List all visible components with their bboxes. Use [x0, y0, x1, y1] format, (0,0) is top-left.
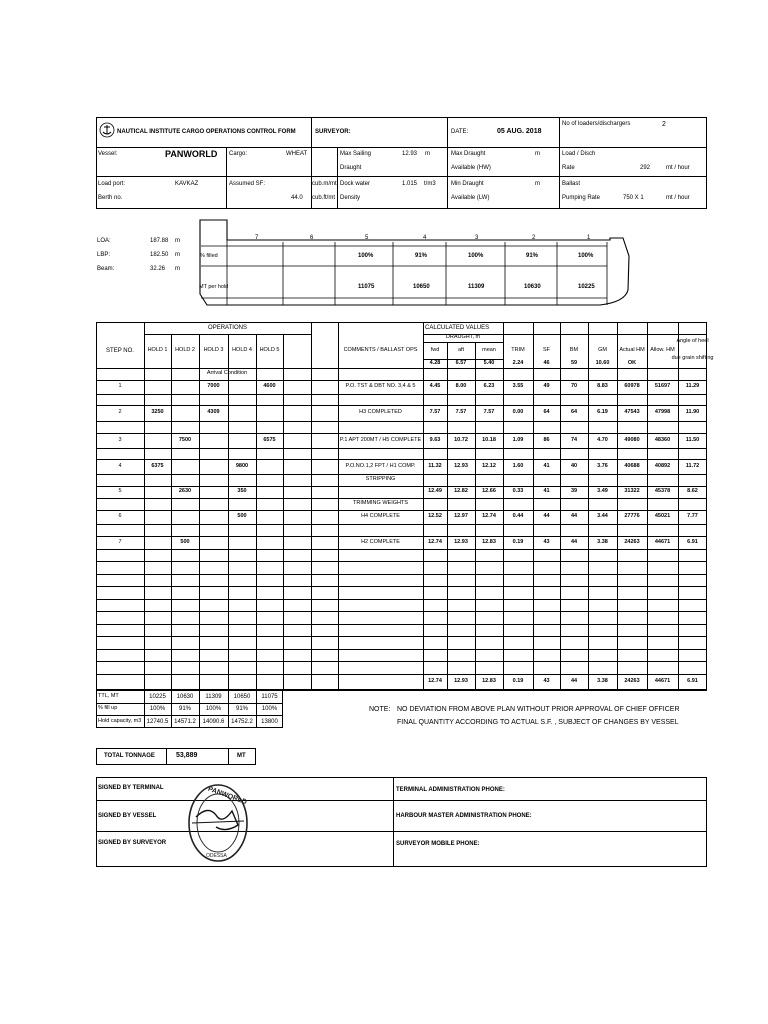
- calc-value: 12.82: [454, 488, 468, 495]
- max-draught-label: Max Draught: [451, 151, 486, 157]
- step-comment: H2 COMPLETE: [361, 538, 400, 545]
- vessel-value: PANWORLD: [165, 149, 218, 159]
- calc-value: 4.45: [429, 383, 441, 390]
- ttl-value: 11075: [261, 693, 278, 700]
- calc-value: 74: [570, 436, 578, 443]
- hold5-pct: 100%: [358, 253, 374, 259]
- beam-label: Beam:: [97, 266, 115, 272]
- hold-quantity: 3250: [151, 409, 164, 416]
- final-value: 24263: [624, 678, 640, 685]
- calc-value: 9.63: [429, 436, 441, 443]
- rate-unit: mt / hour: [666, 165, 690, 171]
- final-value: 43: [543, 678, 550, 685]
- dock-water-label: Dock water: [340, 181, 371, 187]
- hold-number-5: 5: [365, 235, 369, 241]
- calc-value: 1.09: [512, 436, 524, 443]
- pumping-rate-label: Pumping Rate: [562, 195, 601, 201]
- step-no-header: STEP NO.: [106, 348, 134, 354]
- step-number: 6: [118, 513, 122, 520]
- calc-value: 49080: [624, 436, 640, 443]
- terminal-phone-label: TERMINAL ADMINISTRATION PHONE:: [396, 787, 505, 793]
- hold-4-header: HOLD 4: [232, 347, 252, 354]
- arrival-value: 4.28: [429, 359, 441, 366]
- calc-value: 86: [543, 436, 550, 443]
- berth-label: Berth no.: [98, 195, 123, 201]
- capacity-value: 14090.6: [202, 718, 225, 725]
- note-line-2: FINAL QUANTITY ACCORDING TO ACTUAL S.F. , SUBJECT OF CHANGES BY VESSEL: [397, 719, 679, 726]
- calc-value: 7.57: [455, 409, 467, 416]
- calc-value: 40892: [654, 462, 671, 469]
- loa-unit: m: [175, 238, 180, 244]
- sf-value: 44.0: [291, 195, 303, 201]
- calc-value: 12.93: [454, 462, 468, 469]
- svg-text:ODESSA: ODESSA: [206, 853, 227, 859]
- note-line-1: NO DEVIATION FROM ABOVE PLAN WITHOUT PRIOR APPROVAL OF CHIEF OFFICER: [397, 706, 680, 713]
- ttl-value: 11309: [205, 693, 222, 700]
- max-sailing-label: Max Sailing: [340, 151, 372, 157]
- draught-label: Draught: [340, 165, 362, 171]
- hold-quantity: 6575: [263, 436, 276, 443]
- capacity-value: 14571.2: [174, 718, 196, 725]
- dock-water-value: 1.015: [402, 181, 418, 187]
- ballast-label: Ballast: [562, 181, 581, 187]
- total-tonnage-value: 53,889: [176, 752, 198, 759]
- beam-value: 32.26: [150, 266, 166, 272]
- density-label: Density: [340, 195, 361, 201]
- sf-header: SF: [542, 347, 551, 354]
- available-hw-label: Available (HW): [451, 165, 491, 171]
- hold-quantity: 2630: [178, 488, 192, 495]
- final-value: 12.93: [454, 678, 468, 685]
- calc-value: 3.76: [597, 462, 608, 469]
- beam-unit: m: [175, 266, 180, 272]
- hold3-pct: 100%: [468, 253, 484, 259]
- date-value: 05 AUG. 2018: [497, 128, 542, 135]
- calc-value: 3.38: [597, 538, 608, 545]
- hold-quantity: 7500: [178, 436, 192, 443]
- min-draught-unit: m: [535, 181, 540, 187]
- lbp-label: LBP:: [97, 252, 111, 258]
- step-comment: H4 COMPLETE: [361, 513, 400, 520]
- calc-value: 12.52: [428, 513, 442, 520]
- step-comment: P.O. TST & DBT NO. 3,4 & 5: [345, 383, 416, 390]
- fill-value: 100%: [205, 706, 222, 712]
- calc-value: 6.91: [687, 538, 698, 545]
- surveyor-phone-label: SURVEYOR MOBILE PHONE:: [396, 841, 480, 847]
- calc-value: 0.33: [512, 488, 524, 495]
- calc-value: 44: [543, 513, 550, 520]
- hold1-mt: 10225: [578, 284, 595, 290]
- calc-value: 10.72: [454, 436, 468, 443]
- hold-number-1: 1: [587, 235, 591, 241]
- vessel-label: Vessel:: [98, 151, 118, 157]
- pumping-rate-value: 750 X 1: [623, 195, 644, 201]
- calc-value: 11.90: [685, 409, 700, 416]
- final-value: 44: [570, 678, 578, 685]
- calc-value: 8.83: [597, 383, 608, 390]
- loaders-value: 2: [662, 121, 666, 128]
- calc-value: 51697: [654, 383, 671, 390]
- max-sailing-value: 12.93: [402, 151, 418, 157]
- hold-number-4: 4: [423, 235, 427, 241]
- calc-value: 12.49: [428, 488, 442, 495]
- calc-value: 64: [570, 409, 578, 416]
- step-number: 2: [118, 409, 122, 416]
- total-tonnage-label: TOTAL TONNAGE: [104, 753, 155, 759]
- hold-quantity: 6375: [151, 462, 164, 469]
- calc-value: 6.23: [483, 383, 495, 390]
- calc-value: 41: [543, 488, 550, 495]
- total-tonnage-unit: MT: [237, 753, 246, 759]
- fwd-header: fwd: [430, 346, 440, 353]
- calc-value: 27776: [624, 513, 640, 520]
- rate-label: Rate: [562, 165, 575, 171]
- calc-value: 12.97: [454, 513, 468, 520]
- trimming-weights-label: TRIMMING WEIGHTS: [353, 500, 408, 507]
- calc-value: 12.93: [454, 538, 468, 545]
- calc-value: 0.19: [512, 538, 524, 545]
- heel-header-2: due grain shifting: [671, 355, 714, 362]
- calc-value: 11.72: [685, 462, 700, 469]
- hold-number-6: 6: [310, 235, 314, 241]
- calc-value: 31322: [624, 488, 640, 495]
- hold-quantity: 4600: [263, 383, 276, 390]
- surveyor-label: SURVEYOR:: [315, 129, 351, 135]
- signed-by-terminal: SIGNED BY TERMINAL: [98, 785, 164, 791]
- hold-3-header: HOLD 3: [203, 347, 224, 354]
- final-value: 6.91: [687, 678, 698, 685]
- hold-number-3: 3: [475, 235, 479, 241]
- calc-value: 7.57: [429, 409, 441, 416]
- hold-2-header: HOLD 2: [175, 347, 195, 354]
- step-number: 7: [118, 538, 122, 545]
- ttl-value: 10630: [176, 693, 194, 700]
- ttl-value: 10650: [233, 693, 251, 700]
- calc-value: 47543: [624, 409, 640, 416]
- mt-per-hold-label: MT per hold: [199, 284, 229, 290]
- svg-text:PANWORLD: PANWORLD: [206, 785, 248, 807]
- capacity-label: Hold capacity, m3: [98, 717, 142, 724]
- calc-value: 40: [570, 462, 578, 469]
- vessel-stamp-icon: [186, 781, 250, 865]
- calc-value: 39: [570, 488, 578, 495]
- step-number: 5: [118, 488, 122, 495]
- arrival-value: 10.60: [595, 359, 610, 366]
- calc-value: 43: [543, 538, 550, 545]
- operations-header: OPERATIONS: [208, 325, 247, 331]
- calc-value: 0.44: [512, 513, 524, 520]
- arrival-value: 46: [543, 359, 550, 366]
- ttl-label: TTL, MT: [98, 692, 119, 699]
- load-port-value: KAVKAZ: [175, 181, 199, 187]
- hold-quantity: 500: [237, 513, 247, 520]
- cargo-label: Cargo:: [229, 151, 248, 157]
- calc-value: 44671: [654, 538, 671, 545]
- capacity-value: 12740.5: [146, 718, 169, 725]
- assumed-sf-label: Assumed SF:: [229, 181, 266, 187]
- fill-value: 100%: [149, 706, 166, 712]
- calc-value: 64: [543, 409, 550, 416]
- hold1-pct: 100%: [578, 253, 594, 259]
- hold4-mt: 10650: [413, 284, 430, 290]
- arrival-value: 5.40: [483, 359, 495, 366]
- loa-label: LOA:: [97, 238, 111, 244]
- step-number: 1: [118, 383, 122, 390]
- calc-value: 3.55: [512, 383, 524, 390]
- comments-header: COMMENTS / BALLAST OPS: [343, 347, 418, 354]
- calc-value: 44: [570, 538, 578, 545]
- loaders-label: No of loaders/dischargers: [562, 121, 631, 127]
- hold-1-header: HOLD 1: [147, 347, 168, 354]
- calc-value: 12.12: [482, 462, 496, 469]
- calc-value: 40688: [624, 462, 640, 469]
- arrival-value: 6.57: [455, 359, 467, 366]
- calc-value: 8.62: [687, 488, 698, 495]
- load-port-label: Load port:: [98, 181, 126, 187]
- mean-header: mean: [482, 346, 496, 353]
- sf-unit2: cub.ft/mt: [312, 195, 336, 201]
- fill-value: 91%: [235, 706, 248, 712]
- hold-quantity: 500: [180, 538, 190, 545]
- hold-quantity: 7000: [207, 383, 220, 390]
- calc-value: 41: [543, 462, 550, 469]
- hold5-mt: 11075: [358, 284, 375, 290]
- step-comment: P.O.NO.1,2 FPT / H1 COMP.: [345, 462, 416, 469]
- available-lw-label: Available (LW): [451, 195, 490, 201]
- hold-quantity: 4309: [207, 409, 220, 416]
- load-disch-label: Load / Disch: [562, 151, 596, 157]
- signed-by-vessel: SIGNED BY VESSEL: [98, 813, 157, 819]
- form-title: NAUTICAL INSTITUTE CARGO OPERATIONS CONTROL FORM: [117, 129, 296, 135]
- final-value: 12.74: [428, 678, 442, 685]
- calc-value: 8.00: [455, 383, 467, 390]
- step-number: 4: [118, 462, 122, 469]
- rate-value: 292: [640, 165, 651, 171]
- calc-value: 60978: [624, 383, 640, 390]
- hold-5-header: HOLD 5: [259, 347, 280, 354]
- final-value: 12.83: [482, 678, 496, 685]
- pct-filled-label: % filled: [200, 253, 218, 259]
- calc-value: 45021: [654, 513, 671, 520]
- calc-value: 11.32: [428, 462, 442, 469]
- final-value: 3.38: [597, 678, 608, 685]
- dock-water-unit: t/m3: [424, 181, 436, 187]
- calc-value: 12.83: [482, 538, 496, 545]
- arrival-value: 59: [570, 359, 578, 366]
- bm-header: BM: [569, 347, 579, 354]
- trim-header: TRIM: [511, 347, 525, 354]
- hold4-pct: 91%: [415, 253, 428, 259]
- calc-value: 4.70: [597, 436, 608, 443]
- hold2-pct: 91%: [526, 253, 539, 259]
- calc-value: 45378: [654, 488, 671, 495]
- final-value: 0.19: [512, 678, 524, 685]
- date-label: DATE:: [451, 129, 469, 135]
- harbour-phone-label: HARBOUR MASTER ADMINISTRATION PHONE:: [396, 813, 532, 819]
- calc-value: 7.77: [687, 513, 698, 520]
- hold-number-7: 7: [255, 235, 259, 241]
- final-value: 44671: [654, 678, 671, 685]
- step-number: 3: [118, 436, 122, 443]
- calc-value: 3.49: [597, 488, 608, 495]
- calc-value: 11.50: [685, 436, 700, 443]
- calc-value: 49: [543, 383, 550, 390]
- calc-value: 48360: [654, 436, 671, 443]
- anchor-logo-icon: [99, 122, 115, 138]
- gm-header: GM: [598, 347, 607, 354]
- hold-quantity: 350: [237, 488, 247, 495]
- calc-value: 47998: [654, 409, 671, 416]
- calc-value: 0.00: [512, 409, 524, 416]
- calc-value: 44: [570, 513, 578, 520]
- calc-value: 12.74: [482, 513, 496, 520]
- ttl-value: 10225: [149, 693, 166, 700]
- calc-value: 12.74: [428, 538, 442, 545]
- arrival-condition-label: Arrival Condition: [206, 370, 248, 377]
- lbp-unit: m: [175, 252, 180, 258]
- heel-header-1: Angle of heel: [676, 338, 709, 345]
- pumping-rate-unit: mt / hour: [666, 195, 690, 201]
- calc-value: 70: [570, 383, 578, 390]
- draught-header: DRAUGHT, m: [445, 334, 481, 341]
- calc-value: 7.57: [483, 409, 495, 416]
- calc-values-header: CALCULATED VALUES: [425, 325, 490, 331]
- fill-value: 91%: [178, 706, 191, 712]
- arrival-value: OK: [627, 359, 637, 366]
- note-label: NOTE:: [369, 706, 391, 713]
- calc-value: 1.60: [512, 462, 524, 469]
- capacity-value: 13800: [261, 718, 278, 725]
- capacity-value: 14752.2: [231, 718, 253, 725]
- calc-value: 24263: [624, 538, 640, 545]
- hold3-mt: 11309: [468, 284, 485, 290]
- calc-value: 12.66: [482, 488, 496, 495]
- hold-number-2: 2: [532, 235, 536, 241]
- calc-value: 3.44: [597, 513, 608, 520]
- signed-by-surveyor: SIGNED BY SURVEYOR: [98, 840, 167, 846]
- max-draught-unit: m: [535, 151, 540, 157]
- ship-outline: [195, 216, 640, 312]
- max-sailing-unit: m: [425, 151, 430, 157]
- calc-value: 6.19: [597, 409, 608, 416]
- fill-value: 100%: [261, 706, 278, 712]
- allow-hm-header: Allow. HM: [650, 347, 675, 354]
- cargo-value: WHEAT: [286, 151, 308, 157]
- step-comment: H3 COMPLETED: [359, 409, 402, 416]
- lbp-value: 182.50: [150, 252, 169, 258]
- actual-hm-header: Actual HM: [619, 347, 645, 354]
- calc-value: 11.29: [685, 383, 700, 390]
- step-comment: P.1 APT 200MT / H5 COMPLETE: [339, 436, 422, 443]
- fill-label: % fill up: [98, 705, 118, 712]
- sf-unit1: cub.m/mt: [312, 181, 337, 187]
- aft-header: aft: [457, 346, 465, 353]
- min-draught-label: Min Draught: [451, 181, 484, 187]
- arrival-value: 2.24: [512, 359, 524, 366]
- hold-quantity: 9800: [235, 462, 249, 469]
- hold2-mt: 10630: [524, 284, 541, 290]
- calc-value: 10.18: [482, 436, 496, 443]
- stripping-label: STRIPPING: [365, 476, 396, 483]
- loa-value: 187.88: [150, 238, 169, 244]
